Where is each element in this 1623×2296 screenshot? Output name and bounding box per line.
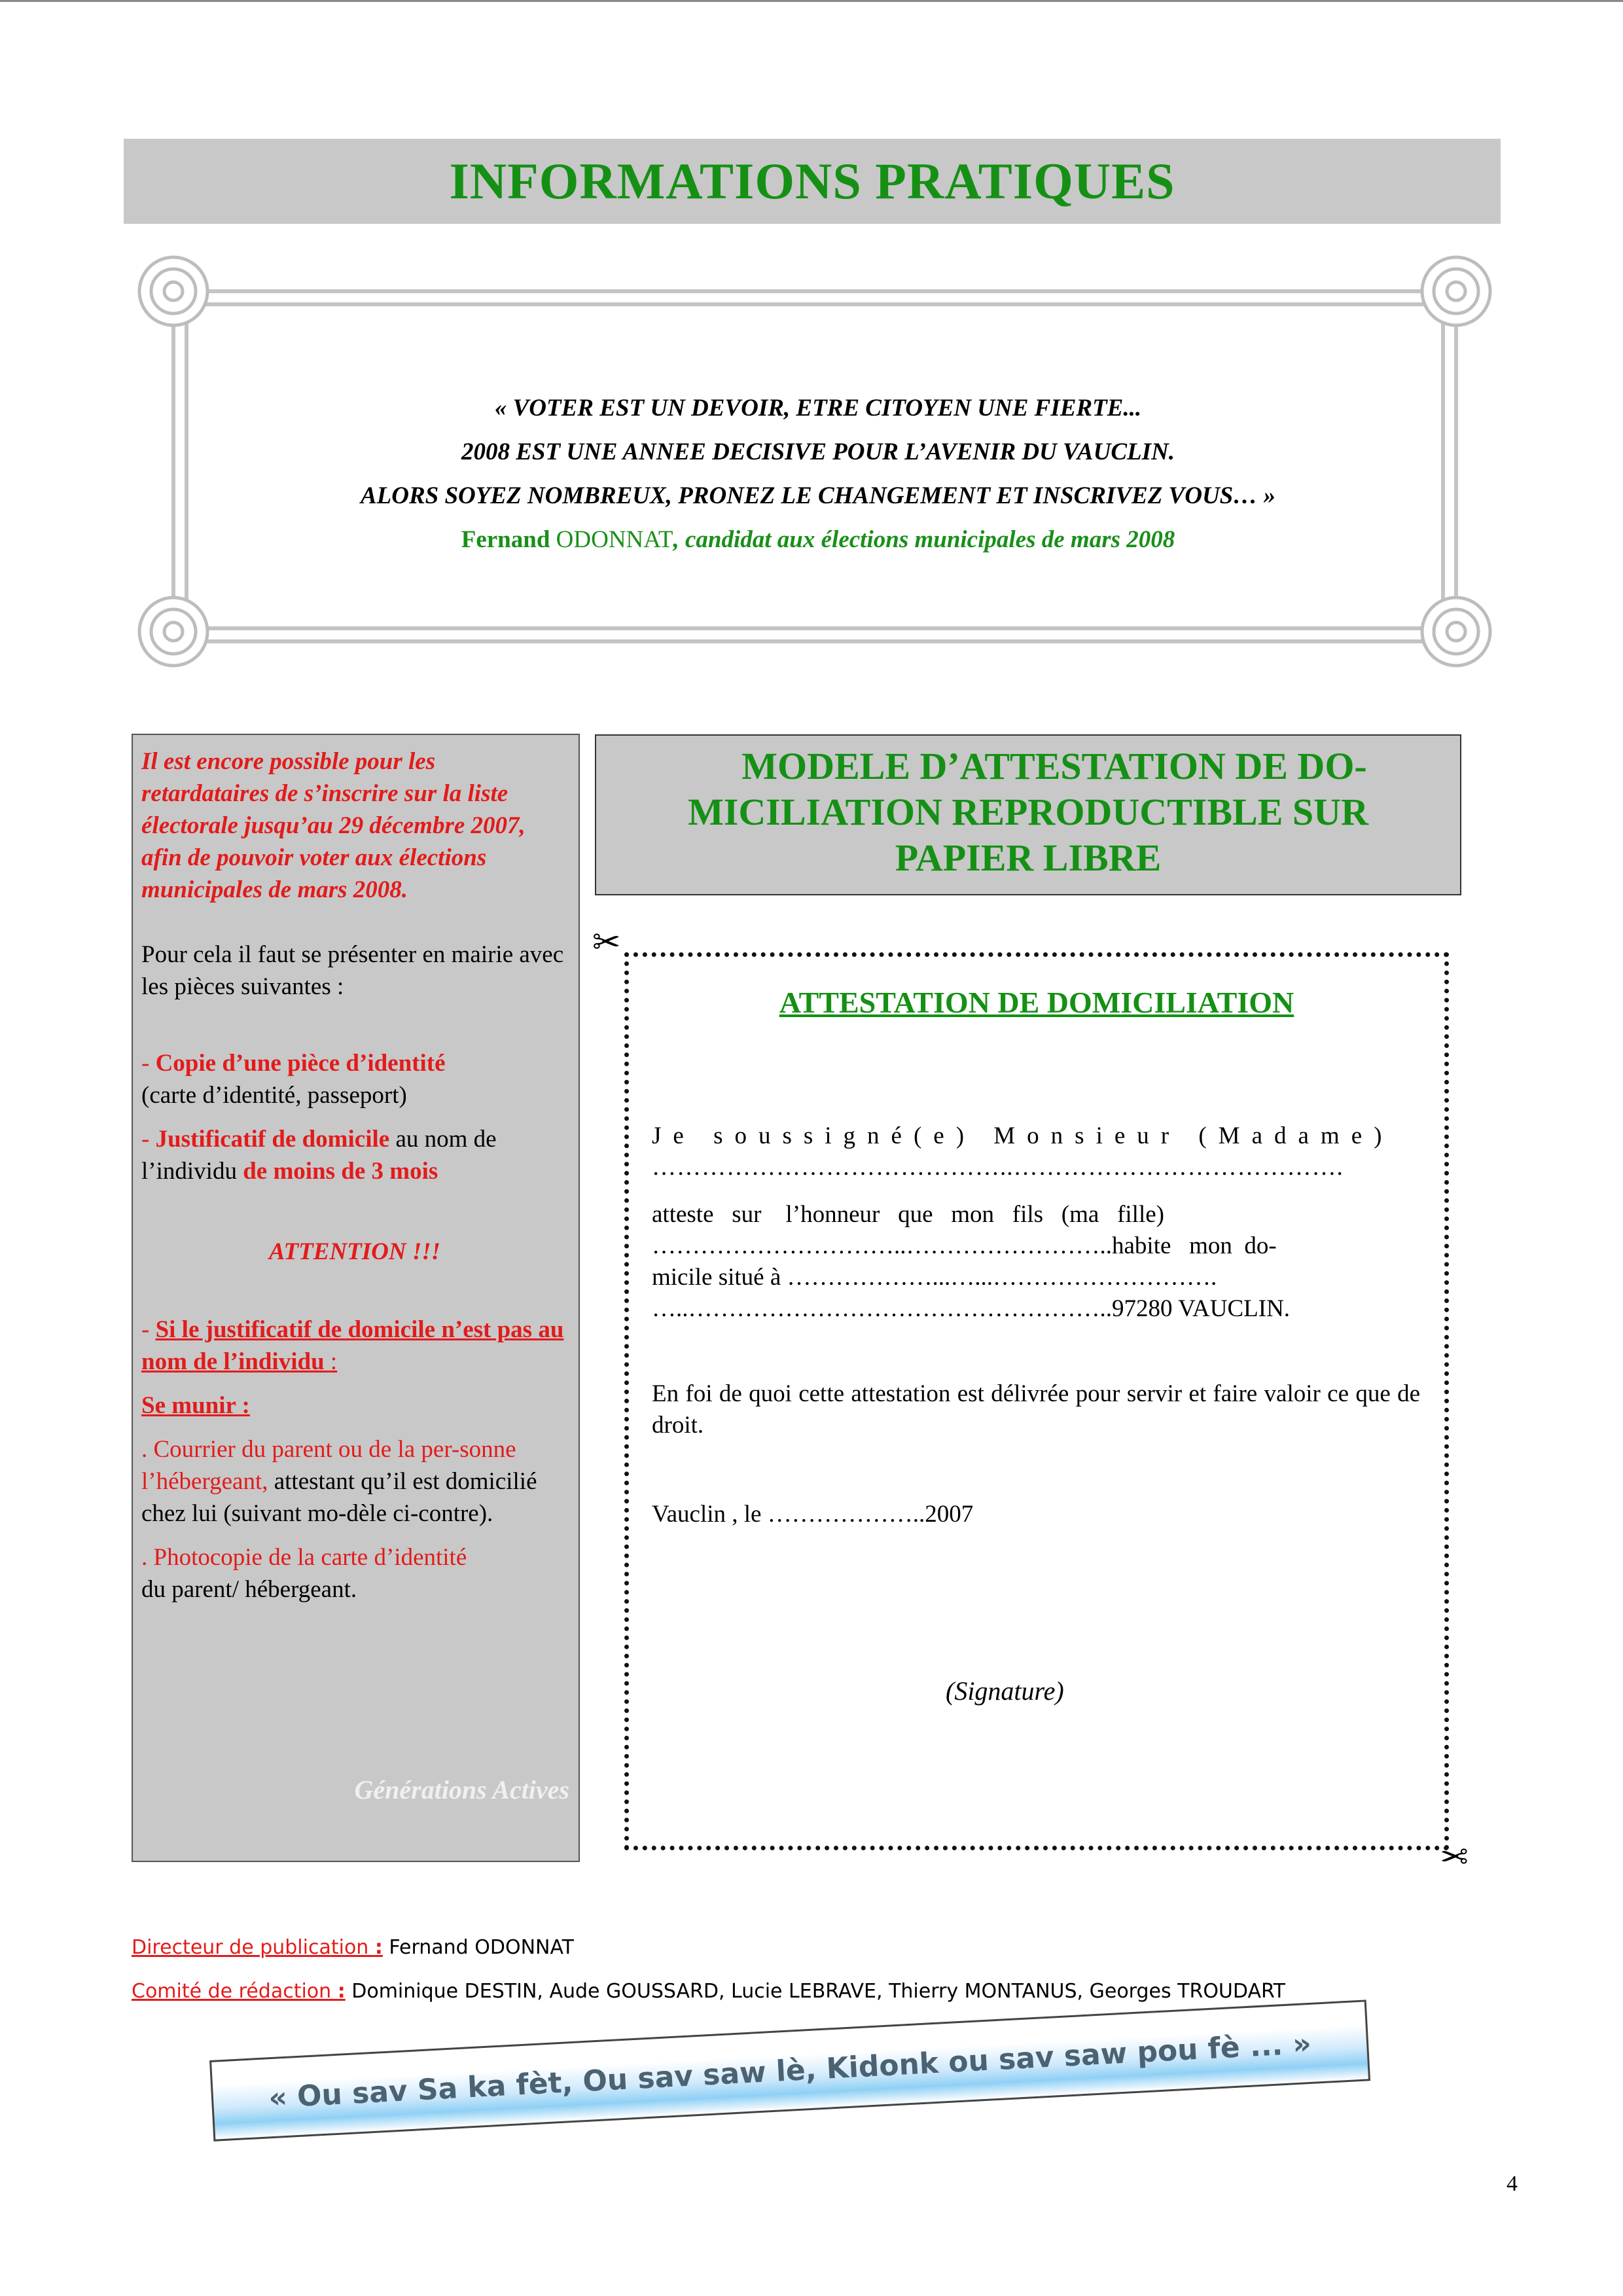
- quote-author: [170, 518, 1466, 562]
- model-title-line-3: PAPIER LIBRE: [895, 836, 1162, 879]
- scissors-icon: ✂: [1440, 1838, 1469, 1877]
- special-doc-1: . Courrier du parent ou de la per-sonne l’hébergeant, attestant qu’il est domicilié chez lui (suivant mo-dèle ci-contre).: [141, 1436, 537, 1527]
- quote-line-3: ALORS SOYEZ NOMBREUX, PRONEZ LE CHANGEMENT ET INSCRIVEZ VOUS… »: [360, 482, 1276, 509]
- required-item-2: - Justificatif de domicile au nom de l’individu de moins de 3 mois: [141, 1126, 497, 1185]
- panel-signature: Générations Actives: [354, 1775, 569, 1804]
- special-doc-2: . Photocopie de la carte d’identité du parent/ hébergeant.: [141, 1544, 467, 1603]
- attestation-signature: (Signature): [946, 1676, 1064, 1706]
- author-last-name: ODONNAT: [556, 526, 673, 553]
- required-item-1: - Copie d’une pièce d’identité (carte d’identité, passeport): [141, 1050, 446, 1109]
- scissors-icon: ✂: [592, 923, 621, 962]
- attestation-date: Vauclin , le ………………..2007: [652, 1501, 974, 1528]
- author-first-name: Fernand: [461, 526, 550, 553]
- registration-notice: Il est encore possible pour les retardataires de s’inscrire sur la liste électorale jusqu’au 29 décembre 2007, afin de pouvoir voter aux élections municipales de mars 2008.: [141, 748, 526, 903]
- special-case: - Si le justificatif de domicile n’est pas au nom de l’individu :: [141, 1316, 564, 1375]
- info-panel: [132, 734, 580, 1862]
- model-title-line-2: MICILIATION REPRODUCTIBLE SUR: [688, 791, 1368, 833]
- attention-label: ATTENTION !!!: [268, 1238, 441, 1265]
- page-title: INFORMATIONS PRATIQUES: [449, 152, 1175, 209]
- attestation-closing: En foi de quoi cette attestation est délivrée pour servir et faire valoir ce que de droit.: [652, 1380, 1420, 1439]
- present-instruction: Pour cela il faut se présenter en mairie avec les pièces suivantes :: [141, 941, 564, 1000]
- model-title-box: [595, 734, 1461, 895]
- author-role: , candidat aux élections municipales de mars 2008: [673, 526, 1175, 553]
- attestation-statement: atteste sur l’honneur que mon fils (ma fille) …………………………..……………………..habite mon do- micile situé à ………………...…...………………………. …..……………………………………………..97280 VAUCLIN.: [652, 1201, 1291, 1322]
- model-title-line-1: MODELE D’ATTESTATION DE DO-: [741, 745, 1367, 787]
- creole-slogan: « Ou sav Sa ka fèt, Ou sav saw lè, Kidonk ou sav saw pou fè ... »: [268, 2026, 1312, 2115]
- se-munir-heading: Se munir :: [141, 1392, 250, 1419]
- attestation-title: ATTESTATION DE DOMICILIATION: [779, 986, 1294, 1019]
- page-header: [124, 139, 1501, 224]
- editorial-committee: Comité de rédaction : Dominique DESTIN, Aude GOUSSARD, Lucie LEBRAVE, Thierry MONTANUS, Georges TROUDART: [132, 1980, 1285, 2003]
- attestation-declarant: Je soussigné(e) Monsieur (Madame) ……………………………………..………………………………….: [652, 1122, 1394, 1181]
- publication-director: Directeur de publication : Fernand ODONNAT: [132, 1936, 574, 1959]
- creole-slogan-banner: [209, 2000, 1370, 2141]
- quote-line-1: « VOTER EST UN DEVOIR, ETRE CITOYEN UNE FIERTE...: [494, 395, 1142, 422]
- quote-line-2: 2008 EST UNE ANNEE DECISIVE POUR L’AVENIR DU VAUCLIN.: [461, 439, 1175, 465]
- top-rule: [0, 0, 1623, 2]
- page-number: 4: [1507, 2172, 1518, 2196]
- campaign-quote: [170, 386, 1466, 562]
